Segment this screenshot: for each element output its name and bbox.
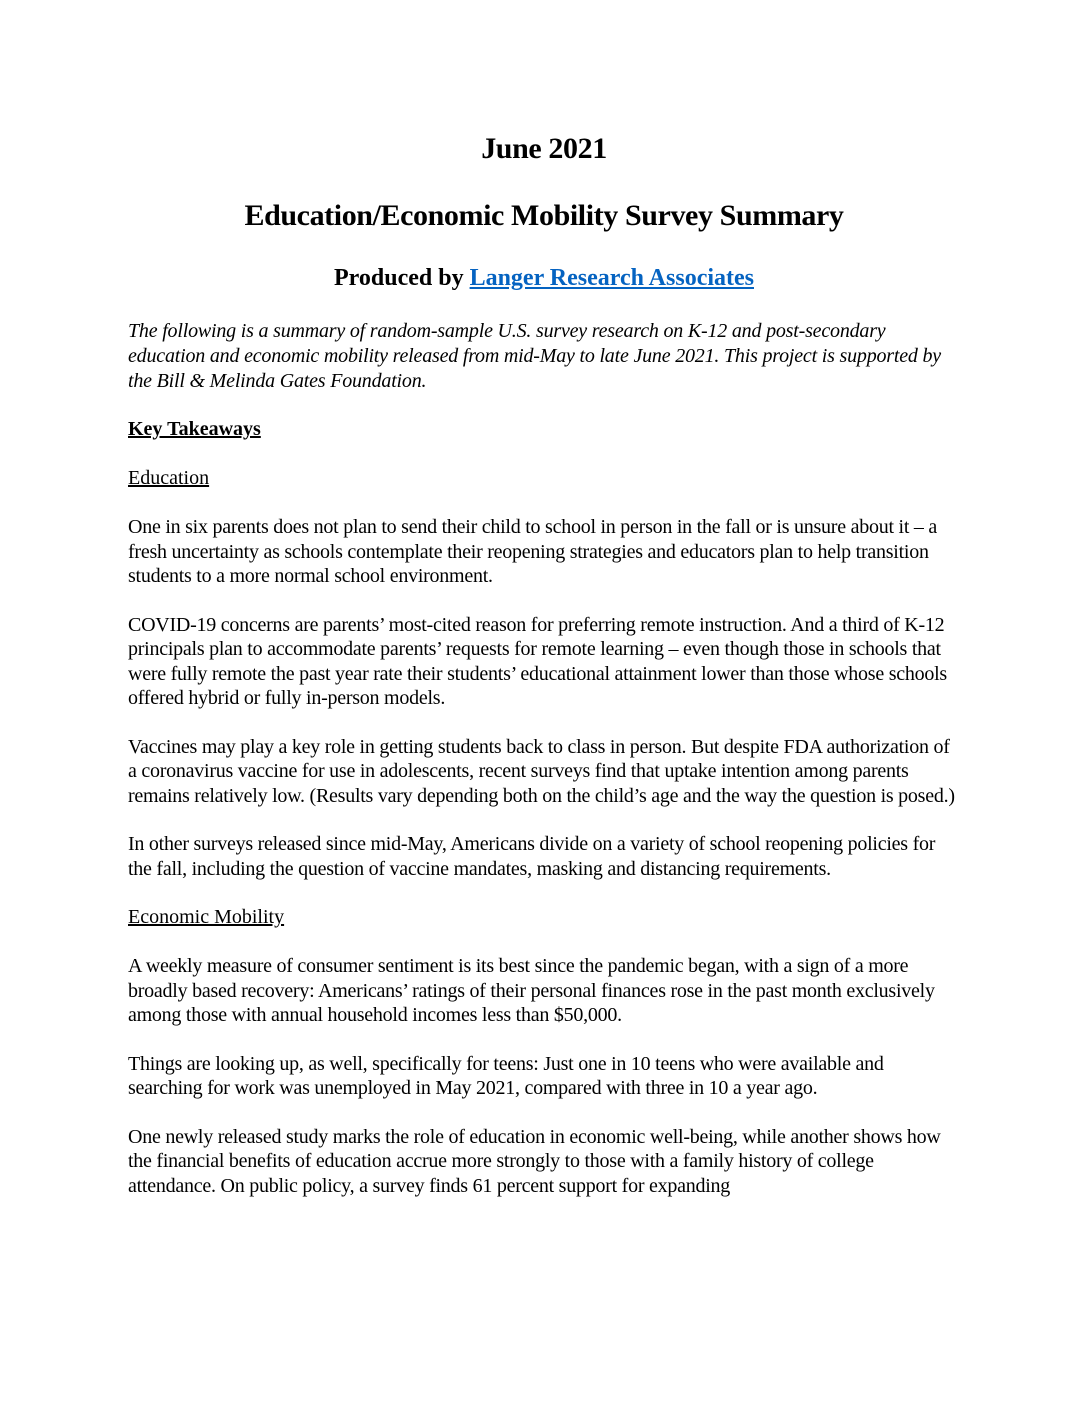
education-paragraph: COVID-19 concerns are parents’ most-cited reason for preferring remote instruction. And a third of K-12 principals plan to accommodate parents’ requests for remote learning – even though those in schools that were fully remote the past year rate their students’ educational attainment lower than those whose schools offered hybrid or fully in-person models. [128,613,947,709]
intro-paragraph: The following is a summary of random-sample U.S. survey research on K-12 and post-secondary education and economic mobility released from mid-May to late June 2021. This project is supported by the Bill & Melinda Gates Foundation. [128,320,941,392]
education-paragraph: One in six parents does not plan to send their child to school in person in the fall or is unsure about it – a fresh uncertainty as schools contemplate their reopening strategies and educators plan to help transition students to a more normal school environment. [128,516,938,587]
producer-link[interactable]: Langer Research Associates [469,265,754,291]
economic-mobility-heading: Economic Mobility [128,906,285,928]
producer-line [128,266,960,290]
economic-paragraph: One newly released study marks the role of education in economic well-being, while another shows how the financial benefits of education accrue more strongly to those with a family history of college attendance. On public policy, a survey finds 61 percent support for expanding [128,1125,941,1197]
education-paragraph: Vaccines may play a key role in getting students back to class in person. But despite FDA authorization of a coronavirus vaccine for use in adolescents, recent surveys find that uptake intention among parents remains relatively low. (Results vary depending both on the child’s age and the way the question is posed.) [128,735,955,807]
page-month-title: June 2021 [481,132,607,165]
education-heading: Education [128,467,210,489]
key-takeaways-heading: Key Takeaways [128,418,261,440]
producer-prefix: Produced by [334,265,470,291]
document-page [128,128,960,1198]
page-main-title: Education/Economic Mobility Survey Summary [244,199,844,232]
education-paragraph: In other surveys released since mid-May, Americans divide on a variety of school reopening policies for the fall, including the question of vaccine mandates, masking and distancing requirements. [128,833,936,880]
economic-paragraph: Things are looking up, as well, specifically for teens: Just one in 10 teens who were available and searching for work was unemployed in May 2021, compared with three in 10 a year ago. [128,1052,884,1099]
economic-paragraph: A weekly measure of consumer sentiment is its best since the pandemic began, with a sign of a more broadly based recovery: Americans’ ratings of their personal finances rose in the past month exclusively among those with annual household incomes less than $50,000. [128,955,935,1026]
